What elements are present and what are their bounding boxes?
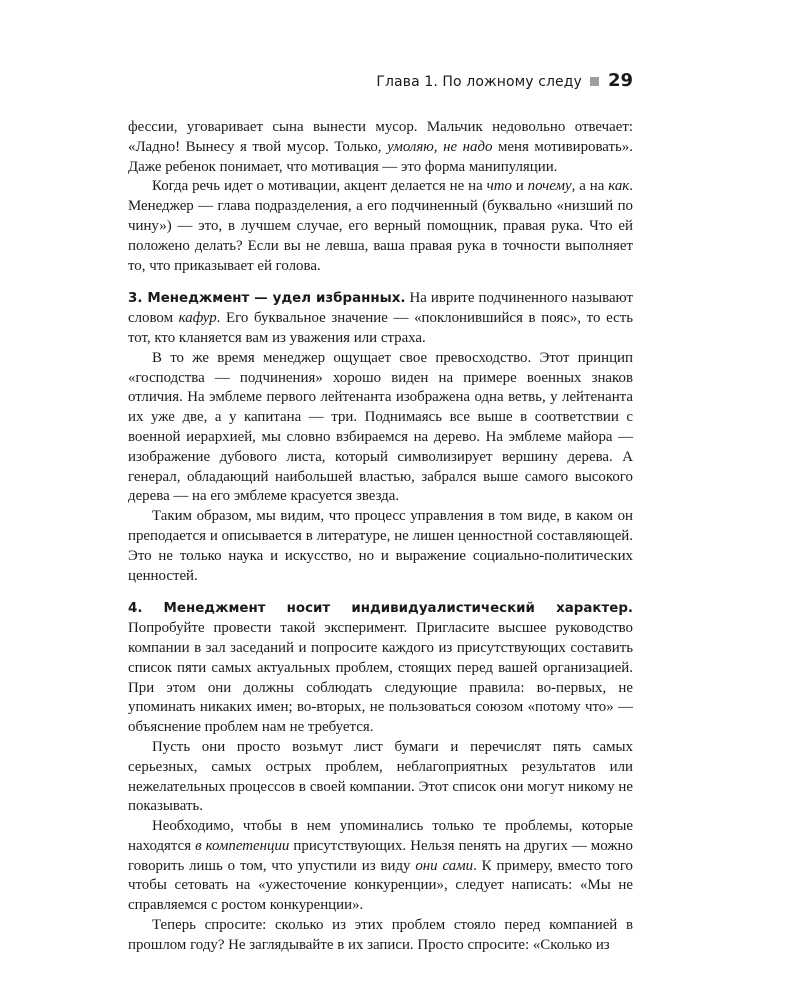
running-header [128,70,633,91]
text-run: фессии, уговаривает сына вынести мусор. Мальчик недовольно отвечает: «Ладно! Вынесу я твой мусор. Только, [128,119,633,155]
section-4-paragraph [128,599,633,738]
text-run: Пусть они просто возьмут лист бумаги и перечислят пять самых серьезных, самых острых проблем, неблагоприятных результатов или нежелательных процессов в своей компании. Этот список они могут никому не показывать. [128,738,633,815]
header-square-marker [590,77,599,86]
text-run: . Его буквальное значение — «поклонившийся в пояс», то есть тот, кто кланяется вам из уважения или страха. [128,310,633,346]
italic-emphasis: они сами [415,857,474,874]
italic-emphasis: в компетенции [195,837,290,854]
text-run: На иврите подчиненного называют словом [128,290,633,327]
italic-emphasis: что [486,178,512,195]
paragraph-continuation [128,118,633,177]
paragraph-competence [128,817,633,916]
text-run: Когда речь идет о мотивации, акцент делается не на [152,178,487,195]
italic-emphasis: как [608,178,630,195]
page-number: 29 [607,70,633,91]
text-run: Таким образом, мы видим, что процесс управления в том виде, в каком он преподается и описывается в литературе, не лишен ценностной составляющей. Это не только наука и искусство, но и выражение социально-политических ценностей. [128,508,633,584]
text-run: . Менеджер — глава подразделения, а его подчиненный (буквально «низший по чину») — это, в лучшем случае, его верный помощник, правая рука. Что ей положено делать? Если вы не левша, ваша правая рука в точности выполняет то, что приказывает ей голова. [128,178,633,274]
section-3-paragraph [128,289,633,348]
italic-emphasis: умоляю, не надо [387,138,493,155]
text-run: меня мотивировать». Даже ребенок понимает, что мотивация — это форма манипуляции. [128,138,633,175]
text-run: Теперь спросите: сколько из этих проблем стояло перед компанией в прошлом году? Не заглядывайте в их записи. Просто спросите: «Сколько из [128,917,633,953]
chapter-title: Глава 1. По ложному следу [376,74,582,90]
paragraph-list [128,738,633,817]
text-run: , а на [571,178,609,195]
paragraph-values [128,507,633,586]
body-text [128,118,633,956]
italic-emphasis: почему [527,178,572,195]
section-heading: 3. Менеджмент — удел избранных. [128,291,406,307]
section-heading: 4. Менеджмент носит индивидуалистический характер. [128,601,633,617]
paragraph-motivation [128,177,633,276]
text-run: и [511,178,528,195]
text-run: . К примеру, вместо того чтобы сетовать на «ужесточение конкуренции», следует написать: «Мы не справляемся с ростом конкуренции». [128,857,634,914]
text-run: присутствующих. Нельзя пенять на других — можно говорить лишь о том, что упустили из виду [128,837,633,874]
italic-emphasis: кафур [178,310,217,327]
paragraph-question [128,916,633,956]
text-run: Попробуйте провести такой эксперимент. Пригласите высшее руководство компании в зал заседаний и попросите каждого из присутствующих составить список пяти самых актуальных проблем, стоящих перед вашей организацией. При этом они должны соблюдать следующие правила: во-первых, не упоминать никаких имен; во-вторых, не пользоваться союзом «потому что» — объяснение проблем нам не требуется. [128,620,633,736]
text-run: В то же время менеджер ощущает свое превосходство. Этот принцип «господства — подчинения» хорошо виден на примере военных знаков отличия. На эмблеме первого лейтенанта изображена одна ветвь, у лейтенанта их уже две, а у капитана — три. Поднимаясь все выше в соответствии с военной иерархией, мы словно взбираемся на дерево. На эмблеме майора — изображение дубового листа, который символизирует вершину дерева. А генерал, обладающий наибольшей властью, забрался выше самого высокого дерева — на его эмблеме красуется звезда. [128,349,633,505]
text-run: Необходимо, чтобы в нем упоминались только те проблемы, которые находятся [128,818,633,854]
paragraph-military-ranks [128,349,633,507]
